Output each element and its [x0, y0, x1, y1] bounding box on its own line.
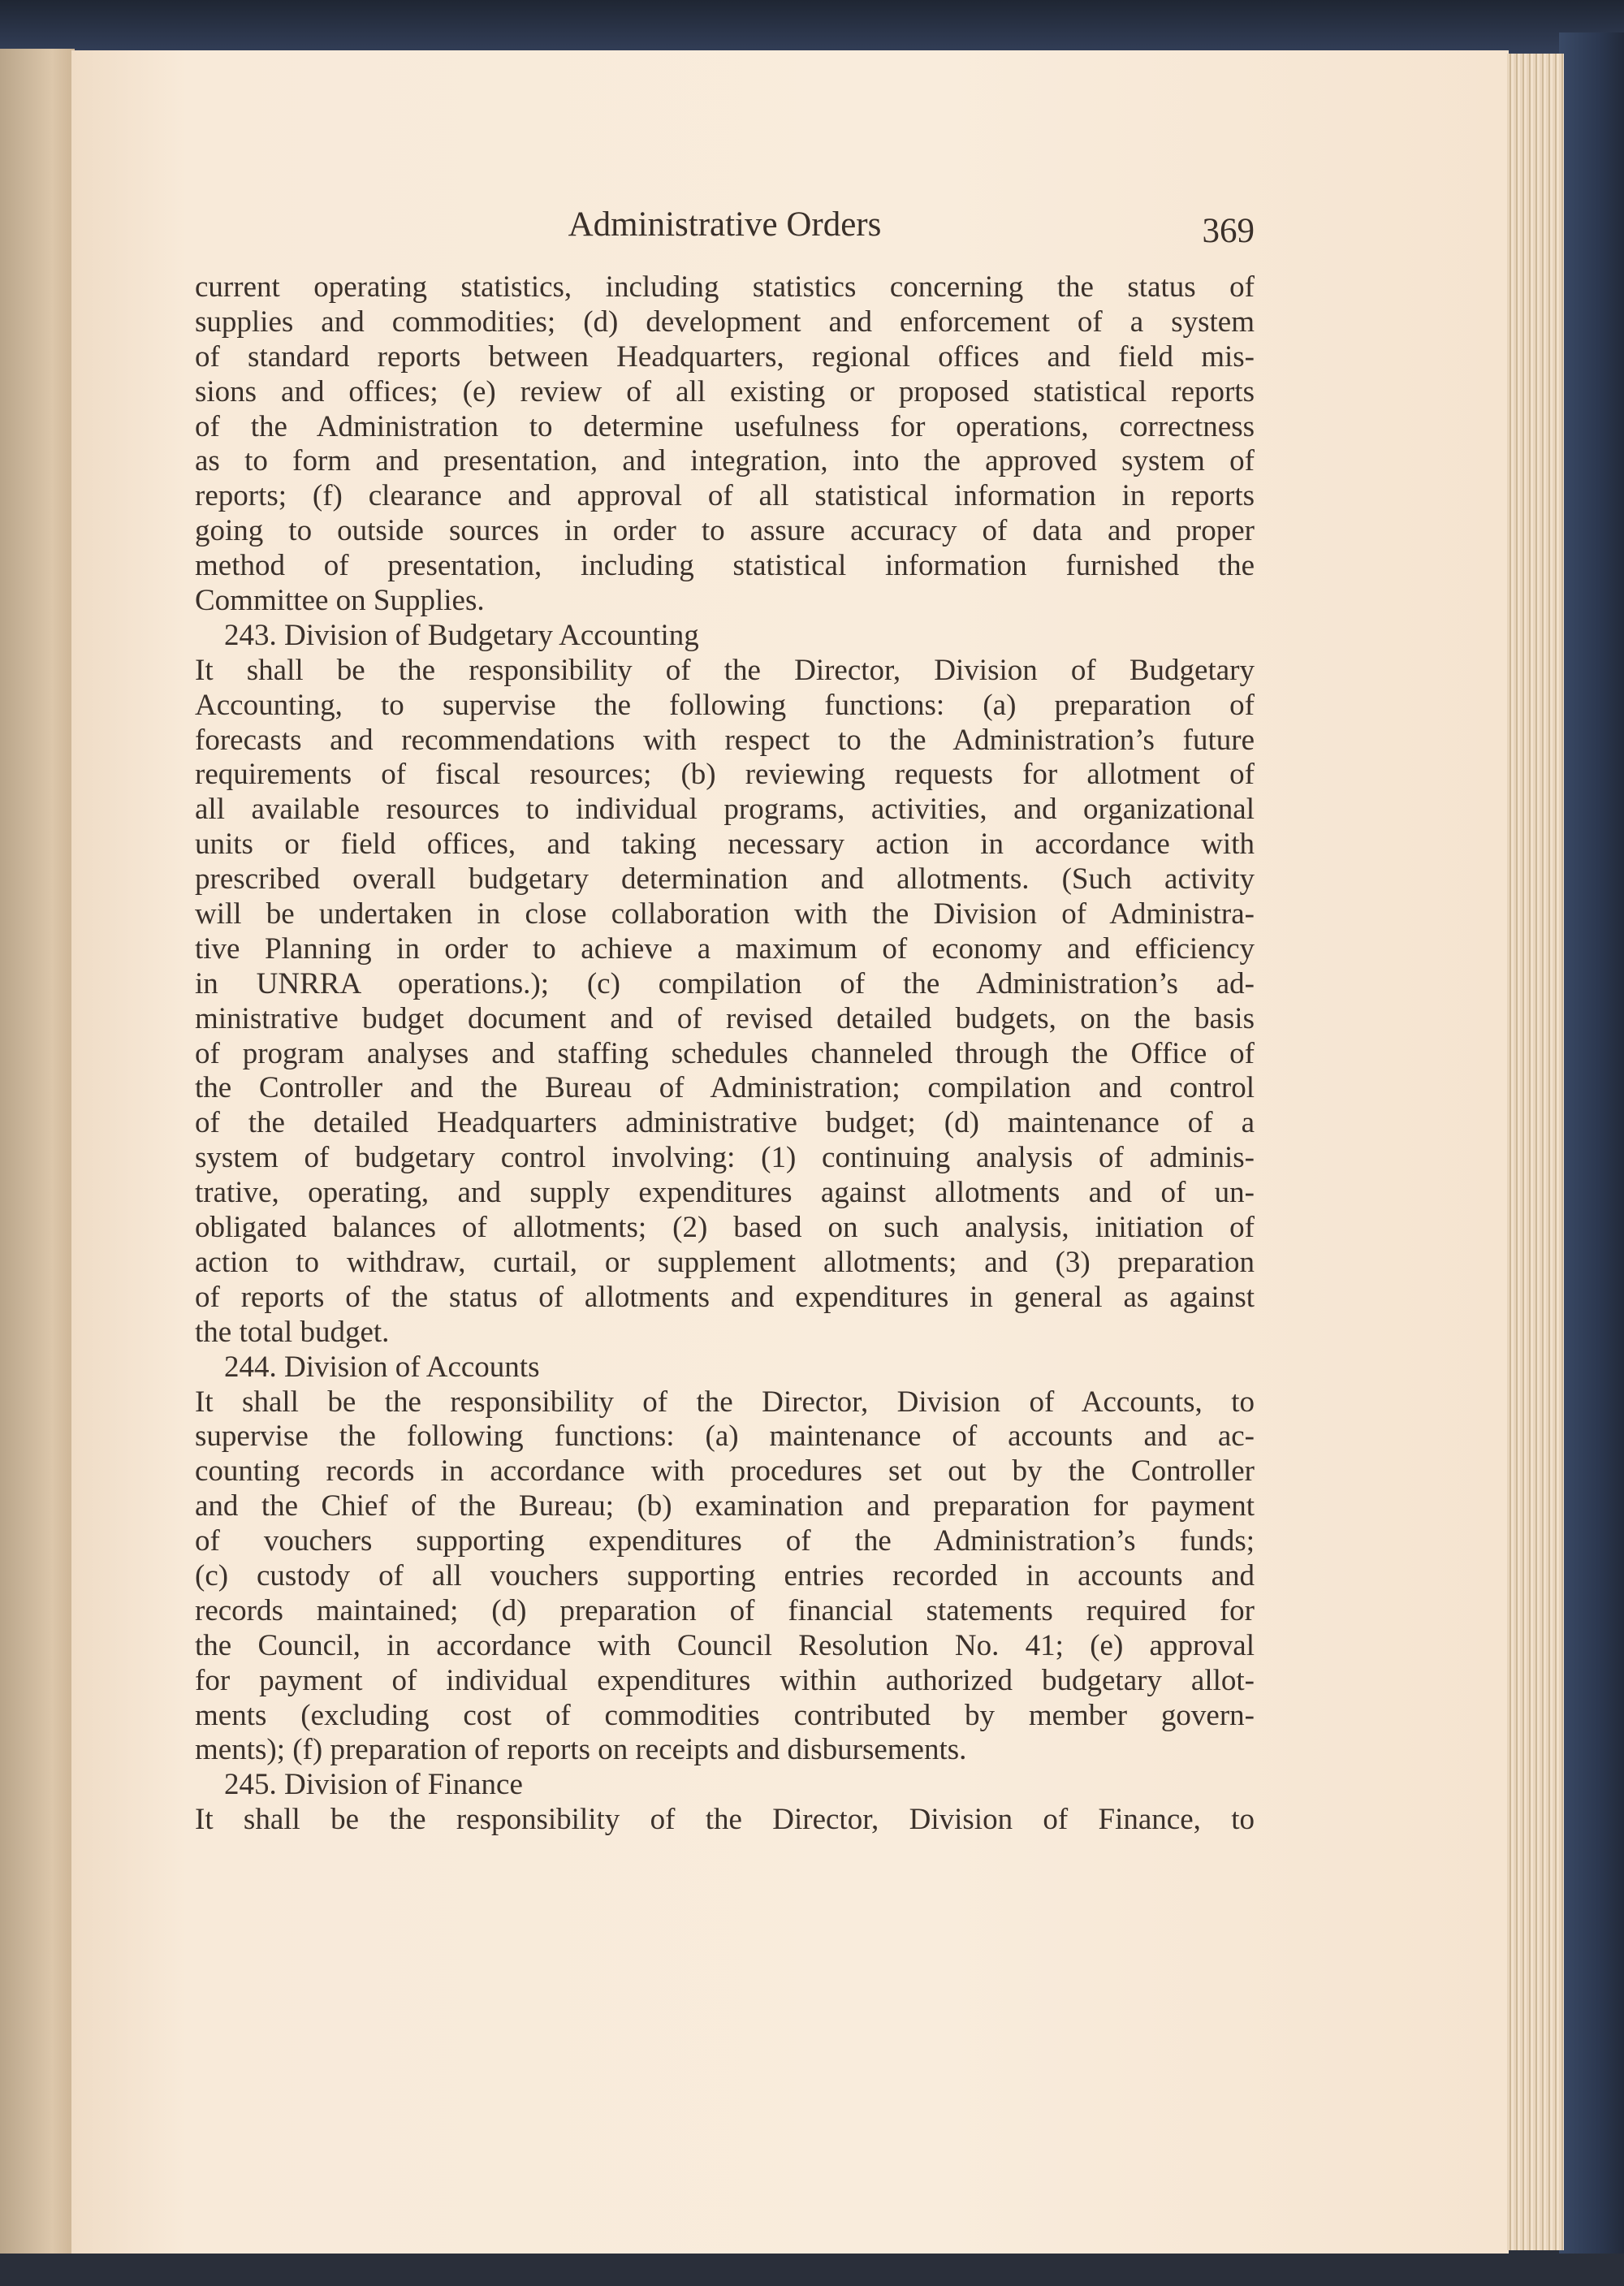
paragraph: [195, 1385, 1255, 1769]
text-line: records maintained; (d) preparation of financial statements required for: [195, 1593, 1255, 1627]
paragraph: [195, 654, 1255, 1350]
text-line: sions and offices; (e) review of all existing or proposed statistical reports: [195, 374, 1255, 408]
text-line: units or field offices, and taking necessary action in accordance with: [195, 828, 1255, 862]
text-line: and the Chief of the Bureau; (b) examination and preparation for payment: [195, 1489, 1255, 1523]
text-line: forecasts and recommendations with respect to the Administration’s future: [195, 723, 1255, 757]
text-line: Committee on Supplies.: [195, 584, 485, 618]
text-line: ments); (f) preparation of reports on receipts and disbursements.: [195, 1733, 967, 1767]
text-line: the Controller and the Bureau of Administration; compilation and control: [195, 1071, 1255, 1105]
text-line: ments (excluding cost of commodities contributed by member govern-: [195, 1698, 1255, 1732]
text-line: supplies and commodities; (d) development and enforcement of a system: [195, 305, 1255, 339]
text-line: method of presentation, including statistical information furnished the: [195, 549, 1255, 583]
book-cover-spine: [1559, 32, 1624, 2286]
text-line: counting records in accordance with procedures set out by the Controller: [195, 1454, 1255, 1489]
heading-text: 244. Division of Accounts: [224, 1350, 540, 1384]
text-line: It shall be the responsibility of the Director, Division of Finance, to: [195, 1803, 1255, 1837]
book-cover-top: [0, 0, 1624, 57]
section-heading: [195, 1350, 1255, 1385]
text-line: will be undertaken in close collaboration with the Division of Administra-: [195, 897, 1255, 931]
text-line: current operating statistics, including statistics concerning the status of: [195, 270, 1255, 304]
text-line: Accounting, to supervise the following functions: (a) preparation of: [195, 688, 1255, 722]
paragraph: [195, 270, 1255, 619]
section-heading: [195, 619, 1255, 654]
text-line: ministrative budget document and of revised detailed budgets, on the basis: [195, 1001, 1255, 1035]
text-line: of reports of the status of allotments and expenditures in general as against: [195, 1280, 1255, 1314]
text-line: going to outside sources in order to assure accuracy of data and proper: [195, 514, 1255, 548]
heading-text: 243. Division of Budgetary Accounting: [224, 618, 699, 652]
text-line: supervise the following functions: (a) maintenance of accounts and ac-: [195, 1420, 1255, 1454]
text-line: obligated balances of allotments; (2) based on such analysis, initiation of: [195, 1211, 1255, 1245]
page-header: [195, 205, 1255, 253]
running-title: Administrative Orders: [568, 205, 882, 244]
text-line: of the detailed Headquarters administrative budget; (d) maintenance of a: [195, 1106, 1255, 1140]
text-line: It shall be the responsibility of the Director, Division of Accounts, to: [195, 1385, 1255, 1419]
text-line: tive Planning in order to achieve a maximum of economy and efficiency: [195, 931, 1255, 966]
text-line: as to form and presentation, and integration, into the approved system of: [195, 444, 1255, 478]
text-line: of vouchers supporting expenditures of the Administration’s funds;: [195, 1524, 1255, 1558]
text-line: reports; (f) clearance and approval of all statistical information in reports: [195, 479, 1255, 513]
page-stack-edge: [1507, 54, 1564, 2250]
page-body: [195, 270, 1255, 1838]
paragraph: [195, 1803, 1255, 1838]
text-line: for payment of individual expenditures within authorized budgetary allot-: [195, 1663, 1255, 1697]
text-line: the Council, in accordance with Council Resolution No. 41; (e) approval: [195, 1628, 1255, 1662]
text-line: system of budgetary control involving: (1) continuing analysis of adminis-: [195, 1141, 1255, 1175]
section-heading: [195, 1768, 1255, 1803]
heading-text: 245. Division of Finance: [224, 1768, 523, 1802]
page-number: 369: [1202, 212, 1255, 250]
text-line: all available resources to individual programs, activities, and organizational: [195, 793, 1255, 827]
text-line: of the Administration to determine usefulness for operations, correctness: [195, 409, 1255, 443]
text-line: of standard reports between Headquarters, regional offices and field mis-: [195, 339, 1255, 374]
text-line: It shall be the responsibility of the Director, Division of Budgetary: [195, 653, 1255, 687]
text-line: in UNRRA operations.); (c) compilation of the Administration’s ad-: [195, 966, 1255, 1000]
text-line: trative, operating, and supply expenditures against allotments and of un-: [195, 1176, 1255, 1210]
facing-page-edge: [0, 49, 75, 2258]
text-line: of program analyses and staffing schedules channeled through the Office of: [195, 1036, 1255, 1070]
text-line: the total budget.: [195, 1315, 390, 1349]
text-line: requirements of fiscal resources; (b) reviewing requests for allotment of: [195, 758, 1255, 792]
text-line: (c) custody of all vouchers supporting entries recorded in accounts and: [195, 1558, 1255, 1592]
text-line: action to withdraw, curtail, or supplement allotments; and (3) preparation: [195, 1245, 1255, 1279]
book-cover-bottom: [0, 2254, 1624, 2286]
text-line: prescribed overall budgetary determination and allotments. (Such activity: [195, 862, 1255, 897]
